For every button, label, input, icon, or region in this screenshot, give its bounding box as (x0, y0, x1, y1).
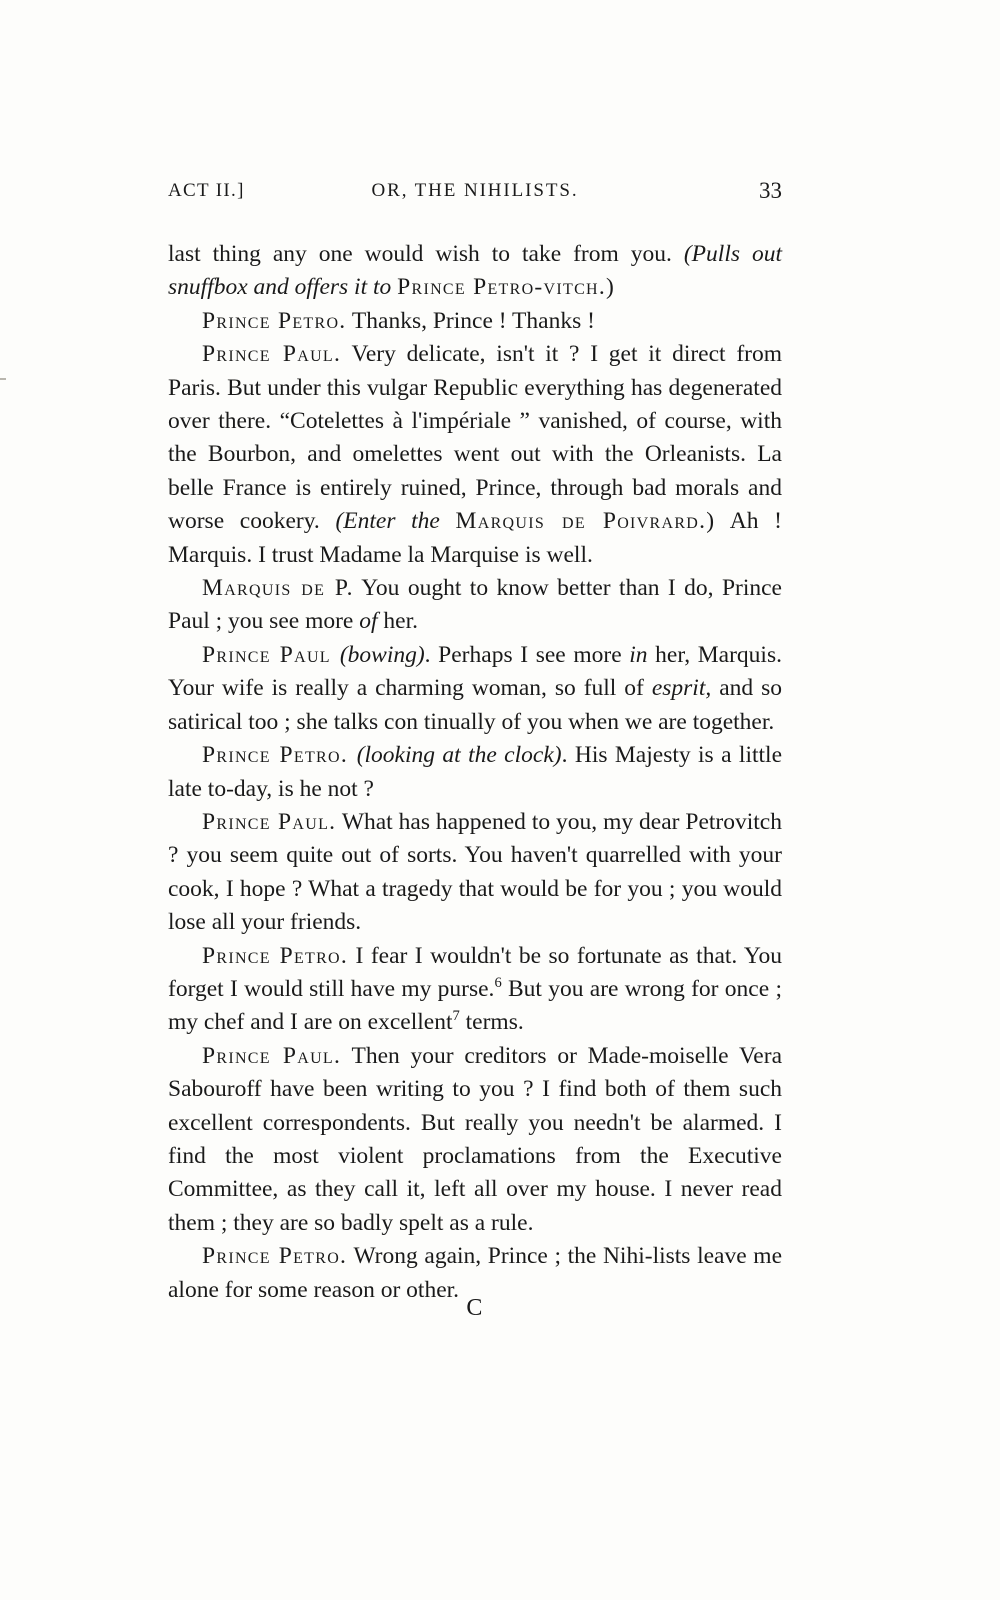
line-text: and so satirical too ; she talks con tinually of you when we are together. (168, 675, 782, 735)
character-name: Prince Paul. (202, 341, 342, 368)
line-text: her. (377, 608, 418, 635)
line-text: her, Marquis. Your wife is really a charming woman, so full of (168, 641, 782, 702)
paragraph-1 (168, 238, 782, 305)
line-text: Thanks, Prince ! Thanks ! (346, 307, 595, 334)
emphasis: esprit, (651, 675, 712, 702)
line-text: But you are wrong for once ; my chef and I are on excellent (168, 975, 782, 1036)
emphasis: in (629, 641, 648, 668)
line-text: Very delicate, isn't it ? I get it direct from Paris. But under this vulgar Republic everything has degenerated over there. “Cotelettes à l'impériale ” vanished, of course, with the Bourbon, and omelettes went out with the Orleanists. La belle France is entirely ruined, Prince, through bad morals and worse cookery. (168, 341, 782, 535)
line-text: terms. (459, 1009, 524, 1036)
running-head (168, 180, 782, 204)
running-head-act: ACT II.] (168, 180, 245, 201)
line-text: Ah ! Marquis. I trust Madame la Marquise is well. (168, 508, 782, 568)
line-text: last thing any one would wish to take from you. (168, 241, 684, 267)
character-name: Prince Petro. (202, 1243, 348, 1270)
signature-mark: C (466, 1295, 484, 1321)
stage-direction: (looking at the clock) (356, 742, 562, 769)
paragraph-6 (168, 739, 782, 806)
paragraph-5 (168, 639, 782, 739)
page-edge-mark (0, 378, 6, 380)
paragraph-8 (168, 940, 782, 1040)
line-text: You ought to know better than I do, Prince Paul ; you see more (168, 575, 782, 635)
character-name: Prince Petro. (202, 942, 349, 969)
line-text: Then your creditors or Made-moiselle Vera Sabouroff have been writing to you ? I find both of them such excellent correspondents. But really you needn't be alarmed. I find the most violent proclamations from the Executive Committee, as they call it, left all over my house. I never read them ; they are so badly spelt as a rule. (168, 1042, 782, 1236)
character-name: Prince Paul (202, 641, 340, 668)
paragraph-4 (168, 572, 782, 639)
running-head-title: OR, THE NIHILISTS. (371, 180, 579, 201)
line-text: Wrong again, Prince ; the Nihi-lists leave me alone for some reason or other. (168, 1243, 782, 1303)
line-text: What has happened to you, my dear Petrovitch ? you seem quite out of sorts. You haven't quarrelled with your cook, I hope ? What a tragedy that would be for you ; you would lose all your friends. (168, 808, 782, 936)
character-name: Prince Paul. (202, 808, 337, 835)
footnote-marker-7: 7 (452, 1008, 460, 1025)
line-text: . Perhaps I see more (424, 641, 630, 668)
character-name: Prince Petro. (202, 307, 347, 334)
character-name: Marquis de P. (202, 575, 354, 602)
page-content (168, 178, 782, 1321)
character-name: Prince Petro-vitch.) (397, 274, 616, 301)
emphasis: of (359, 608, 378, 635)
character-name: Marquis de Poivrard.) (455, 508, 716, 535)
stage-direction: (Enter the (335, 508, 456, 535)
paragraph-2 (168, 305, 782, 338)
stage-direction: (bowing) (339, 641, 425, 668)
line-text: I fear I wouldn't be so fortunate as that. You forget I would still have my purse. (168, 942, 782, 1002)
paragraph-9 (168, 1040, 782, 1240)
page-number: 33 (759, 178, 782, 203)
character-name: Prince Paul. (202, 1042, 342, 1069)
paragraph-3 (168, 338, 782, 572)
character-name: Prince Petro. (202, 742, 357, 769)
line-text: . His Majesty is a little late to-day, is he not ? (168, 742, 782, 802)
paragraph-7 (168, 806, 782, 940)
stage-direction: (Pulls out snuffbox and offers it to (168, 241, 782, 301)
footnote-marker-6: 6 (494, 975, 502, 992)
